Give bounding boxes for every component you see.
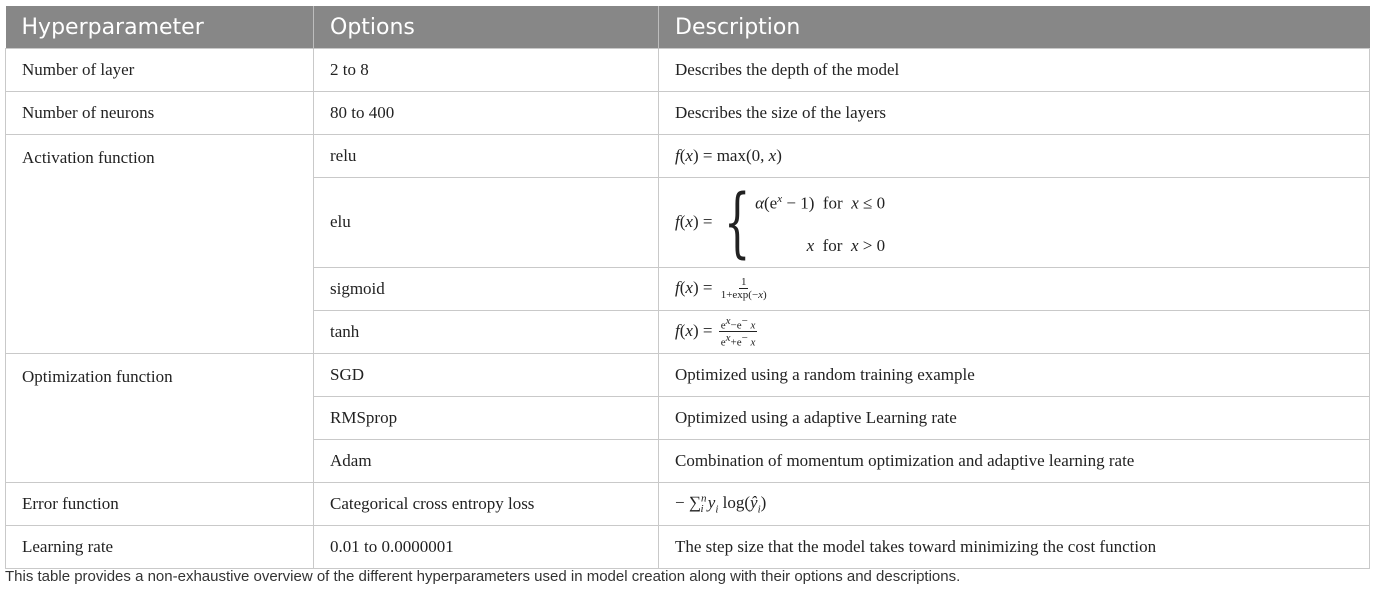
description-cell: [659, 135, 1370, 178]
description-cell: [659, 267, 1370, 310]
hyperparameter-table-container: [5, 6, 1369, 569]
param-cell: Number of neurons: [6, 92, 314, 135]
description-cell: Describes the size of the layers: [659, 92, 1370, 135]
header-hyperparameter: Hyperparameter: [6, 6, 314, 49]
description-cell: The step size that the model takes toward minimizing the cost function: [659, 525, 1370, 568]
table-row: [6, 353, 1370, 396]
header-description: Description: [659, 6, 1370, 49]
param-cell: Error function: [6, 482, 314, 525]
elu-formula: f(x) = { $\alpha(e^x - 1)$ for x ≤ 0 x for x > 0: [675, 177, 886, 267]
description-cell: [659, 178, 1370, 268]
option-cell: Categorical cross entropy loss: [314, 482, 659, 525]
option-cell: sigmoid: [314, 267, 659, 310]
header-options: Options: [314, 6, 659, 49]
option-cell: 0.01 to 0.0000001: [314, 525, 659, 568]
sigmoid-formula: f(x) = $\frac{1}{1+\exp(-x)}$: [675, 276, 767, 302]
table-row: [6, 525, 1370, 568]
table-row: [6, 49, 1370, 92]
table-row: [6, 92, 1370, 135]
option-cell: 2 to 8: [314, 49, 659, 92]
option-cell: relu: [314, 135, 659, 178]
description-cell: Describes the depth of the model: [659, 49, 1370, 92]
hyperparameter-table: [5, 6, 1370, 569]
param-cell: Activation function: [6, 135, 314, 354]
option-cell: 80 to 400: [314, 92, 659, 135]
description-cell: Optimized using a adaptive Learning rate: [659, 396, 1370, 439]
description-cell: [659, 482, 1370, 525]
tanh-formula: f(x) = $\frac{e^x-e^- x}{e^x+e^- x}$: [675, 314, 756, 349]
description-cell: Optimized using a random training example: [659, 353, 1370, 396]
option-cell: Adam: [314, 439, 659, 482]
option-cell: RMSprop: [314, 396, 659, 439]
cross-entropy-formula: − ∑$^n_i$ $y_i$ $\log(ŷ_i)$: [675, 492, 767, 516]
param-cell: Number of layer: [6, 49, 314, 92]
param-cell: Optimization function: [6, 353, 314, 482]
relu-formula: f(x) = max(0, x): [675, 146, 782, 165]
table-row: [6, 482, 1370, 525]
table-caption: This table provides a non-exhaustive overview of the different hyperparameters used in model creation along with their options and descriptions.: [5, 568, 961, 585]
option-cell: tanh: [314, 310, 659, 353]
description-cell: Combination of momentum optimization and adaptive learning rate: [659, 439, 1370, 482]
left-brace-icon: {: [723, 177, 751, 267]
table-header-row: [6, 6, 1370, 49]
param-cell: Learning rate: [6, 525, 314, 568]
description-cell: [659, 310, 1370, 353]
option-cell: SGD: [314, 353, 659, 396]
table-row: [6, 135, 1370, 178]
option-cell: elu: [314, 178, 659, 268]
